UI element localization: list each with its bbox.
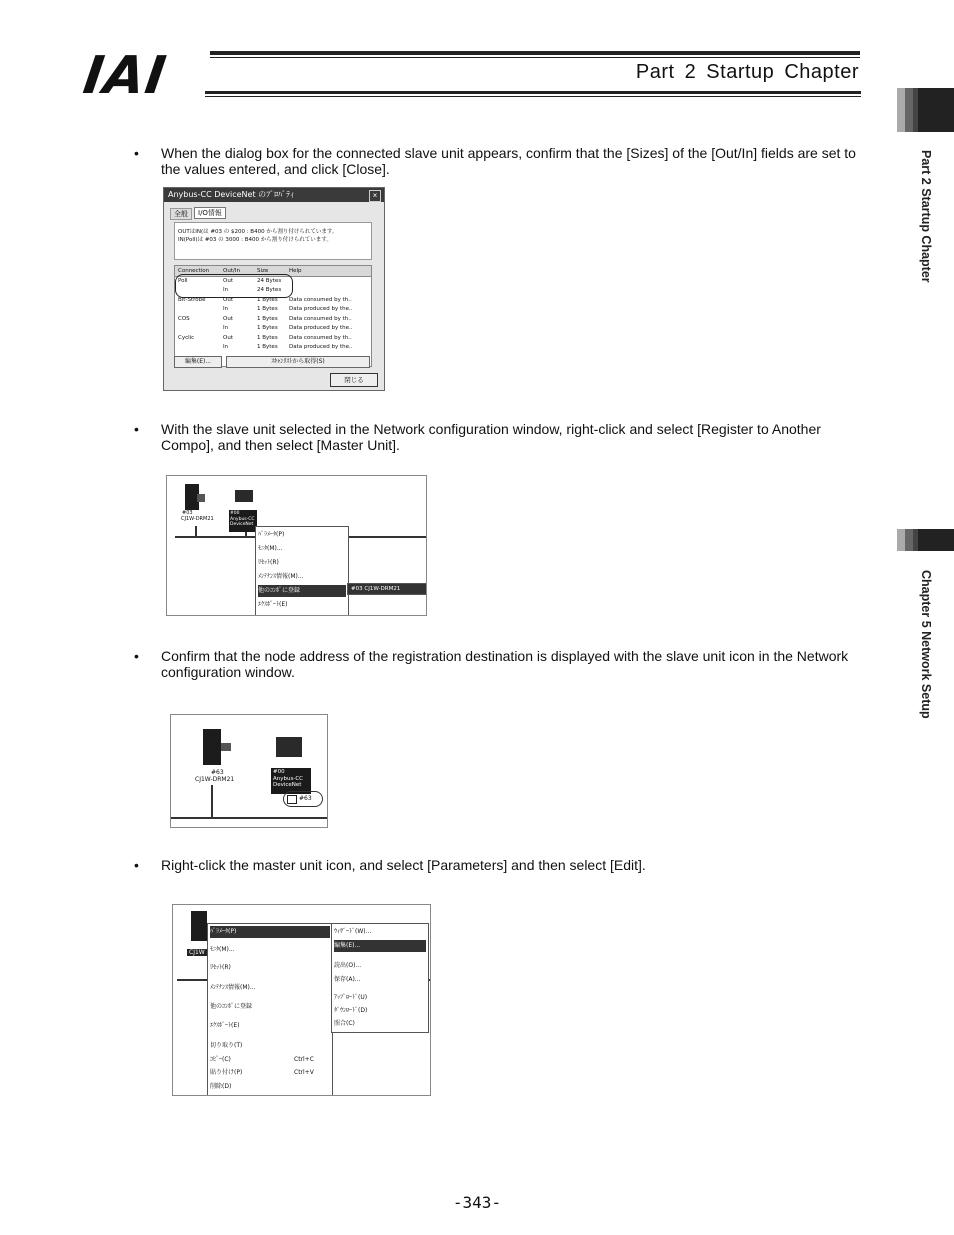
close-button[interactable]: 閉じる [330,373,378,387]
network-line [171,817,327,819]
page-number: -343- [452,1193,502,1212]
submenu-item-wizard[interactable]: ｳｨｻﾞｰﾄﾞ(W)... [334,928,372,935]
table-row[interactable]: Bit-Strobe Out 1 Bytes Data consumed by th.. [178,297,352,303]
info-line-1: OUTはIN(は #03 の $200 : B400 から割り付けられています。 [178,229,338,235]
menu-item-reset[interactable]: ﾘｾｯﾄ(R) [258,559,279,566]
bullet-text-3: Confirm that the node address of the registration destination is displayed with the slave unit icon in the Network configuration window. [161,648,849,680]
node1-address: #03 [182,510,193,516]
side-label-chapter5: Chapter 5 Network Setup [919,570,933,719]
network-config-screenshot-1 [166,475,427,616]
side-label-part2: Part 2 Startup Chapter [919,150,933,283]
bullet-text-2: With the slave unit selected in the Network configuration window, right-click and select [Register to Another Compo], and then select [Master Unit]. [161,421,821,453]
menu-item-register-another[interactable]: 他のｺﾝﾎﾟに登録 [210,1003,253,1010]
table-row[interactable]: In 1 Bytes Data produced by the.. [223,306,353,312]
info-line-2: IN(Poll)は #03 の 3000 : B400 から割り付けられています。 [178,237,332,243]
shortcut-copy: Ctrl+C [294,1056,314,1063]
network-config-screenshot-3 [172,904,431,1096]
scan-list-button[interactable]: ｽｷｬﾝﾘｽﾄから取得(S) [226,356,370,368]
header-rule-thin [210,57,860,58]
table-row[interactable]: In 1 Bytes Data produced by the.. [223,344,353,350]
menu-item-register-another[interactable]: 他のｺﾝﾎﾟに登録 [258,585,346,597]
parameters-submenu [331,923,429,1033]
part-title: Part 2 Startup Chapter [635,61,859,83]
menu-item-maintenance[interactable]: ﾒﾝﾃﾅﾝｽ情報(M)... [258,573,304,580]
col-help: Help [289,268,302,274]
bullet-text-4: Right-click the master unit icon, and select [Parameters] and then select [Edit]. [161,857,646,873]
menu-item-export[interactable]: ｴｸｽﾎﾟｰﾄ(E) [258,601,288,608]
header-rule-bottom [205,91,861,94]
menu-item-monitor[interactable]: ﾓﾆﾀ(M)... [210,946,235,953]
header-rule [210,51,860,55]
col-outin: Out/In [223,268,240,274]
menu-item-monitor[interactable]: ﾓﾆﾀ(M)... [258,545,283,552]
node1-model: CJ1W-DRM21 [195,776,235,783]
shortcut-paste: Ctrl+V [294,1069,314,1076]
bullet-marker: • [134,648,139,664]
col-connection: Connection [178,268,210,274]
properties-dialog-screenshot [163,187,385,391]
registration-badge: #63 [299,795,312,802]
menu-item-maintenance[interactable]: ﾒﾝﾃﾅﾝｽ情報(M)... [210,984,256,991]
edit-button[interactable]: 編集(E)... [174,356,222,368]
tab-io-info[interactable]: I/O情報 [194,207,226,219]
network-config-screenshot-2 [170,714,328,828]
submenu-item-save[interactable]: 保存(A)... [334,976,361,983]
table-row[interactable]: COS Out 1 Bytes Data consumed by th.. [178,316,352,322]
tab-general[interactable]: 全般 [170,208,192,220]
menu-item-delete[interactable]: 削除(D) [210,1083,232,1090]
menu-item-paste[interactable]: 貼り付け(P) [210,1069,243,1076]
col-size: Size [257,268,269,274]
slave-unit-icon[interactable] [276,737,302,757]
submenu-item-read[interactable]: 読出(O)... [334,962,362,969]
node1-model: CJ1W-DRM21 [181,516,214,522]
submenu-item-edit[interactable]: 編集(E)... [334,940,426,952]
side-tab-part2 [897,88,954,132]
submenu-item-upload[interactable]: ｱｯﾌﾟﾛｰﾄﾞ(U) [334,994,368,1001]
submenu-master-unit[interactable]: #03 CJ1W-DRM21 [347,583,427,595]
table-row[interactable]: Poll Out 24 Bytes [178,278,282,284]
slave-node-label-box: #00 Anybus-CC DeviceNet [229,510,257,532]
highlight-oval [283,791,323,807]
slave-unit-icon[interactable] [235,490,253,502]
bullet-marker: • [134,421,139,437]
iai-logo: IAI [79,46,171,106]
table-row[interactable]: In 1 Bytes Data produced by the.. [223,325,353,331]
menu-item-parameters[interactable]: ﾊﾟﾗﾒｰﾀ(P) [210,926,330,938]
highlight-oval [175,274,293,298]
menu-item-export[interactable]: ｴｸｽﾎﾟｰﾄ(E) [210,1022,240,1029]
master-unit-icon[interactable] [191,911,207,941]
menu-item-copy[interactable]: ｺﾋﾟｰ(C) [210,1056,231,1063]
menu-item-cut[interactable]: 切り取り(T) [210,1042,243,1049]
submenu-item-verify[interactable]: 照合(C) [334,1020,355,1027]
slave-node-label-box: #00 Anybus-CC DeviceNet [271,768,311,794]
master-unit-icon[interactable] [203,729,221,765]
node-label: CJ1W [189,949,205,956]
table-row[interactable]: In 24 Bytes [223,287,282,293]
menu-item-reset[interactable]: ﾘｾｯﾄ(R) [210,964,231,971]
io-table [174,265,372,367]
side-tab-chapter5 [897,529,954,551]
info-box [174,222,372,260]
table-row[interactable]: Cyclic Out 1 Bytes Data consumed by th.. [178,335,352,341]
node1-address: #63 [211,769,224,776]
submenu-item-download[interactable]: ﾀﾞｳﾝﾛｰﾄﾞ(D) [334,1007,368,1014]
close-icon[interactable]: × [369,190,381,202]
context-menu [207,923,333,1096]
header-rule-bottom-thin [205,96,861,97]
bullet-marker: • [134,145,139,161]
menu-item-parameters[interactable]: ﾊﾟﾗﾒｰﾀ(P) [258,531,285,538]
bullet-marker: • [134,857,139,873]
dialog-title: Anybus-CC DeviceNet のﾌﾟﾛﾊﾟﾃｨ [164,188,384,202]
bullet-text-1: When the dialog box for the connected slave unit appears, confirm that the [Sizes] of the [Out/In] fields are set to the values entered, and click [Close]. [161,145,856,177]
context-menu [255,526,349,616]
